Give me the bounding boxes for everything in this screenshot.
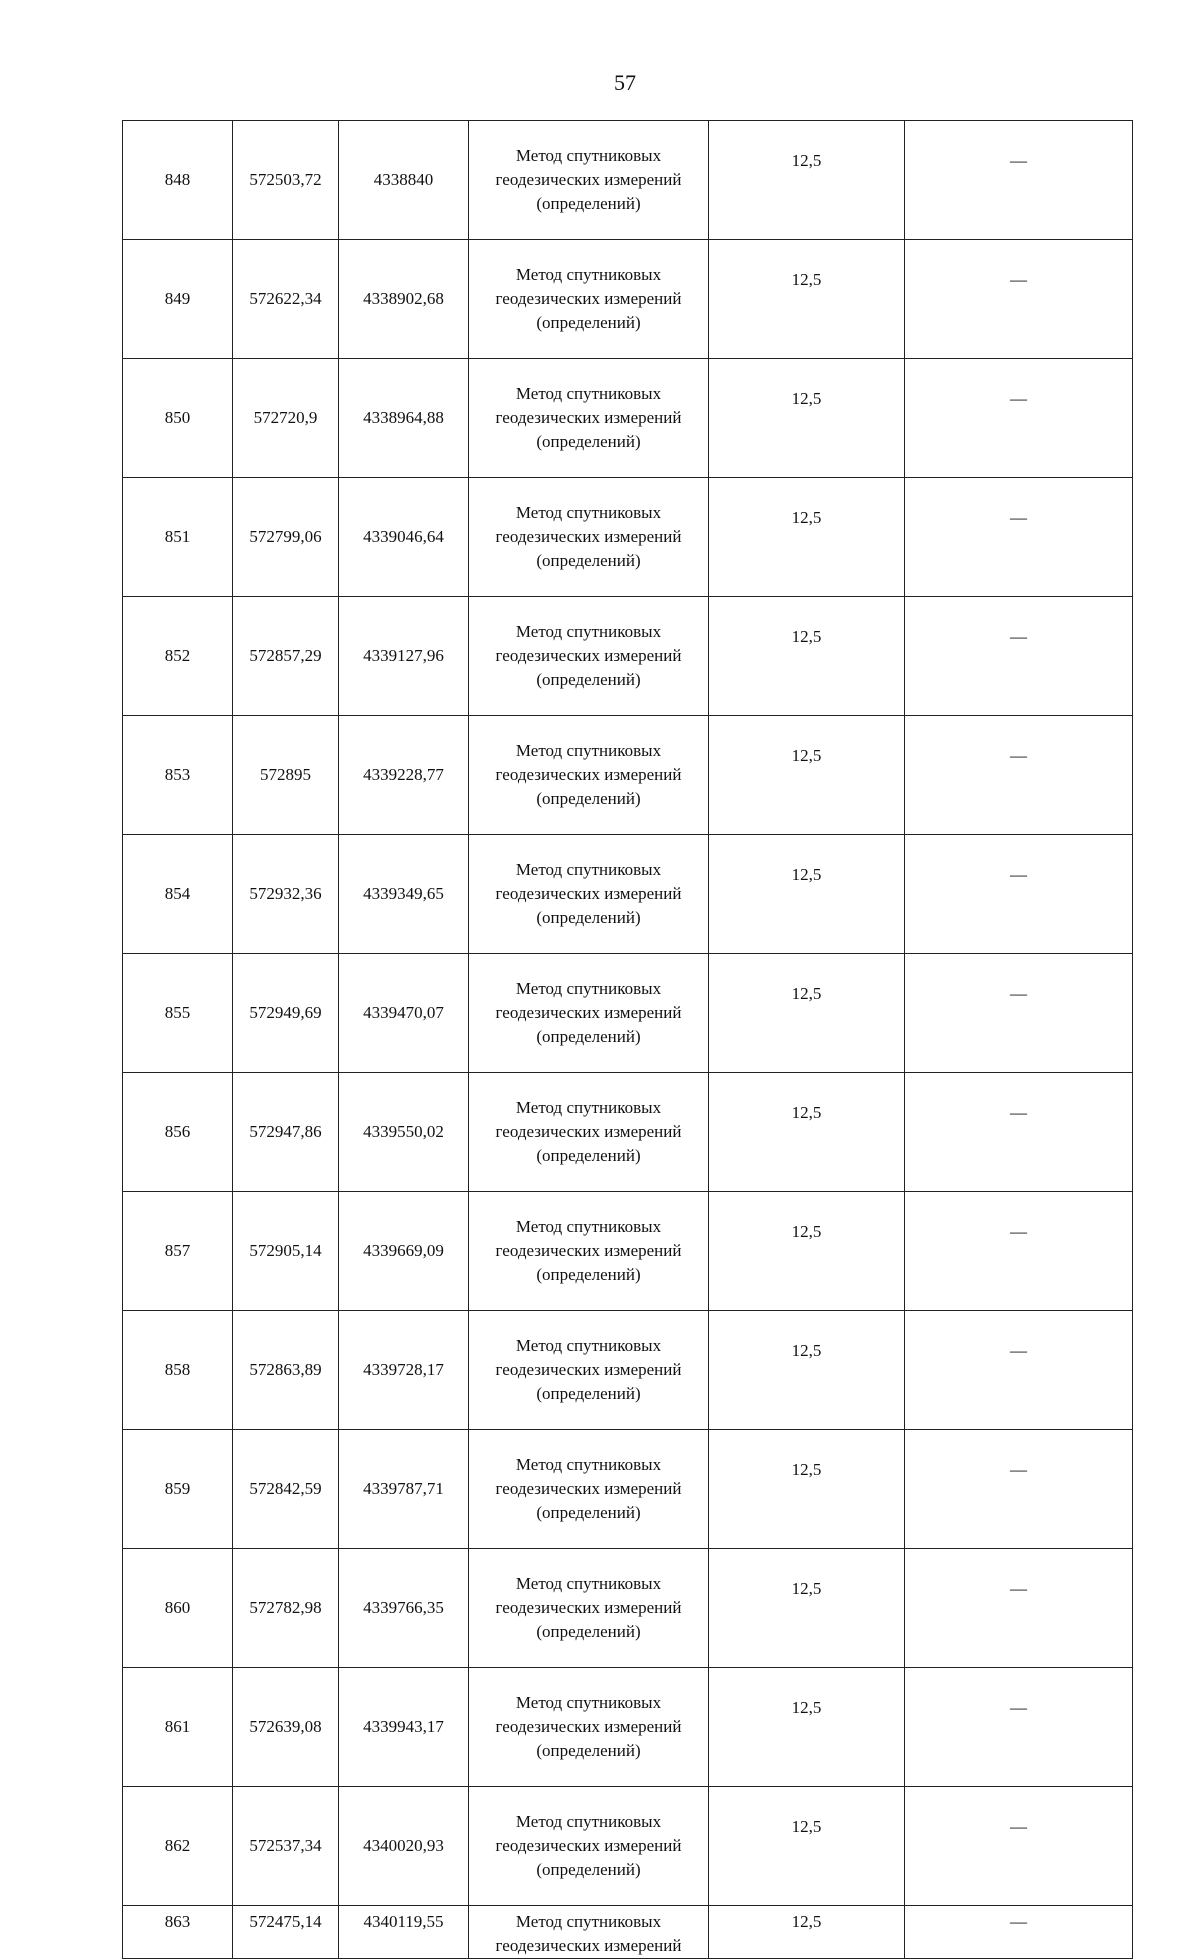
x-coordinate-cell: 572720,9	[233, 359, 339, 478]
method-line: (определений)	[536, 1503, 641, 1522]
method-line: Метод спутниковых	[515, 622, 662, 641]
method-line: (определений)	[536, 1384, 641, 1403]
x-coordinate-cell: 572863,89	[233, 1311, 339, 1430]
table-row	[123, 835, 1133, 954]
method-line: геодезических измерений	[495, 884, 682, 903]
accuracy-cell: 12,5	[709, 716, 905, 835]
table-row	[123, 1430, 1133, 1549]
x-coordinate-cell: 572949,69	[233, 954, 339, 1073]
note-cell: —	[905, 716, 1133, 835]
x-coordinate-cell: 572905,14	[233, 1192, 339, 1311]
x-coordinate-cell: 572475,14	[233, 1906, 339, 1959]
method-cell	[469, 1668, 709, 1787]
method-cell	[469, 954, 709, 1073]
note-cell: —	[905, 835, 1133, 954]
method-line: (определений)	[536, 1265, 641, 1284]
method-line: (определений)	[536, 1146, 641, 1165]
method-cell	[469, 1073, 709, 1192]
coordinates-table	[122, 120, 1133, 1959]
table-row	[123, 1668, 1133, 1787]
accuracy-cell: 12,5	[709, 597, 905, 716]
method-line: Метод спутниковых	[515, 860, 662, 879]
method-cell	[469, 359, 709, 478]
method-cell	[469, 597, 709, 716]
note-cell: —	[905, 597, 1133, 716]
method-line: геодезических измерений	[495, 1003, 682, 1022]
y-coordinate-cell: 4339349,65	[339, 835, 469, 954]
method-line: (определений)	[536, 670, 641, 689]
point-number-cell: 858	[123, 1311, 233, 1430]
method-line: (определений)	[536, 1860, 641, 1879]
accuracy-cell: 12,5	[709, 1430, 905, 1549]
method-cell	[469, 121, 709, 240]
method-line: Метод спутниковых	[515, 384, 662, 403]
y-coordinate-cell: 4339943,17	[339, 1668, 469, 1787]
x-coordinate-cell: 572932,36	[233, 835, 339, 954]
accuracy-cell: 12,5	[709, 954, 905, 1073]
point-number-cell: 859	[123, 1430, 233, 1549]
method-cell	[469, 478, 709, 597]
y-coordinate-cell: 4340020,93	[339, 1787, 469, 1906]
method-cell	[469, 1549, 709, 1668]
note-cell: —	[905, 1787, 1133, 1906]
method-line: (определений)	[536, 1741, 641, 1760]
note-cell: —	[905, 1430, 1133, 1549]
accuracy-cell: 12,5	[709, 1192, 905, 1311]
method-cell	[469, 1430, 709, 1549]
accuracy-cell: 12,5	[709, 478, 905, 597]
table-row	[123, 1906, 1133, 1959]
table-row	[123, 1311, 1133, 1430]
y-coordinate-cell: 4339766,35	[339, 1549, 469, 1668]
accuracy-cell: 12,5	[709, 1549, 905, 1668]
table-row	[123, 240, 1133, 359]
table-row	[123, 1192, 1133, 1311]
table-row	[123, 716, 1133, 835]
point-number-cell: 856	[123, 1073, 233, 1192]
accuracy-cell: 12,5	[709, 1311, 905, 1430]
method-line: Метод спутниковых	[515, 979, 662, 998]
method-line: Метод спутниковых	[515, 1455, 662, 1474]
y-coordinate-cell: 4339550,02	[339, 1073, 469, 1192]
method-line: Метод спутниковых	[515, 1336, 662, 1355]
method-line: геодезических измерений	[495, 1122, 682, 1141]
method-line: геодезических измерений	[495, 1717, 682, 1736]
point-number-cell: 860	[123, 1549, 233, 1668]
method-line: геодезических измерений	[495, 1360, 682, 1379]
x-coordinate-cell: 572799,06	[233, 478, 339, 597]
accuracy-cell: 12,5	[709, 1906, 905, 1959]
method-line: геодезических измерений	[495, 765, 682, 784]
method-line: (определений)	[536, 1027, 641, 1046]
method-line: (определений)	[536, 551, 641, 570]
method-line: геодезических измерений	[495, 1598, 682, 1617]
table-row	[123, 1073, 1133, 1192]
x-coordinate-cell: 572842,59	[233, 1430, 339, 1549]
method-line: Метод спутниковых	[515, 1912, 662, 1931]
note-cell: —	[905, 954, 1133, 1073]
x-coordinate-cell: 572503,72	[233, 121, 339, 240]
method-line: (определений)	[536, 432, 641, 451]
method-line: геодезических измерений	[495, 527, 682, 546]
note-cell: —	[905, 1311, 1133, 1430]
method-line: геодезических измерений	[495, 1836, 682, 1855]
method-line: (определений)	[536, 313, 641, 332]
x-coordinate-cell: 572895	[233, 716, 339, 835]
y-coordinate-cell: 4339127,96	[339, 597, 469, 716]
x-coordinate-cell: 572947,86	[233, 1073, 339, 1192]
method-line: геодезических измерений	[495, 1936, 682, 1955]
accuracy-cell: 12,5	[709, 121, 905, 240]
note-cell: —	[905, 359, 1133, 478]
method-line: геодезических измерений	[495, 170, 682, 189]
table-body	[123, 121, 1133, 1959]
table-row	[123, 597, 1133, 716]
table-row	[123, 954, 1133, 1073]
method-line: Метод спутниковых	[515, 265, 662, 284]
note-cell: —	[905, 121, 1133, 240]
y-coordinate-cell: 4338840	[339, 121, 469, 240]
point-number-cell: 855	[123, 954, 233, 1073]
y-coordinate-cell: 4340119,55	[339, 1906, 469, 1959]
accuracy-cell: 12,5	[709, 359, 905, 478]
method-line: Метод спутниковых	[515, 503, 662, 522]
accuracy-cell: 12,5	[709, 240, 905, 359]
y-coordinate-cell: 4339046,64	[339, 478, 469, 597]
point-number-cell: 854	[123, 835, 233, 954]
accuracy-cell: 12,5	[709, 1073, 905, 1192]
method-line: (определений)	[536, 194, 641, 213]
point-number-cell: 851	[123, 478, 233, 597]
note-cell: —	[905, 1073, 1133, 1192]
table-row	[123, 1549, 1133, 1668]
y-coordinate-cell: 4339228,77	[339, 716, 469, 835]
point-number-cell: 863	[123, 1906, 233, 1959]
y-coordinate-cell: 4339787,71	[339, 1430, 469, 1549]
y-coordinate-cell: 4338964,88	[339, 359, 469, 478]
method-line: геодезических измерений	[495, 1241, 682, 1260]
method-line: Метод спутниковых	[515, 1217, 662, 1236]
x-coordinate-cell: 572639,08	[233, 1668, 339, 1787]
point-number-cell: 848	[123, 121, 233, 240]
note-cell: —	[905, 1192, 1133, 1311]
method-line: (определений)	[536, 789, 641, 808]
y-coordinate-cell: 4339669,09	[339, 1192, 469, 1311]
note-cell: —	[905, 478, 1133, 597]
method-cell	[469, 835, 709, 954]
accuracy-cell: 12,5	[709, 1668, 905, 1787]
method-line: геодезических измерений	[495, 646, 682, 665]
accuracy-cell: 12,5	[709, 1787, 905, 1906]
x-coordinate-cell: 572537,34	[233, 1787, 339, 1906]
method-line: (определений)	[536, 908, 641, 927]
method-line: Метод спутниковых	[515, 1098, 662, 1117]
method-cell	[469, 1311, 709, 1430]
note-cell: —	[905, 240, 1133, 359]
point-number-cell: 861	[123, 1668, 233, 1787]
table-row	[123, 359, 1133, 478]
method-line: геодезических измерений	[495, 289, 682, 308]
y-coordinate-cell: 4339470,07	[339, 954, 469, 1073]
point-number-cell: 852	[123, 597, 233, 716]
page-number: 57	[614, 70, 636, 95]
method-line: Метод спутниковых	[515, 146, 662, 165]
point-number-cell: 849	[123, 240, 233, 359]
method-cell	[469, 1906, 709, 1959]
y-coordinate-cell: 4338902,68	[339, 240, 469, 359]
x-coordinate-cell: 572622,34	[233, 240, 339, 359]
method-cell	[469, 1787, 709, 1906]
point-number-cell: 857	[123, 1192, 233, 1311]
note-cell: —	[905, 1668, 1133, 1787]
method-line: (определений)	[536, 1622, 641, 1641]
method-line: геодезических измерений	[495, 1479, 682, 1498]
point-number-cell: 853	[123, 716, 233, 835]
method-line: Метод спутниковых	[515, 1693, 662, 1712]
method-line: геодезических измерений	[495, 408, 682, 427]
table-row	[123, 1787, 1133, 1906]
x-coordinate-cell: 572782,98	[233, 1549, 339, 1668]
note-cell: —	[905, 1906, 1133, 1959]
point-number-cell: 862	[123, 1787, 233, 1906]
table-row	[123, 121, 1133, 240]
method-line: Метод спутниковых	[515, 1574, 662, 1593]
method-line: Метод спутниковых	[515, 1812, 662, 1831]
y-coordinate-cell: 4339728,17	[339, 1311, 469, 1430]
accuracy-cell: 12,5	[709, 835, 905, 954]
method-cell	[469, 1192, 709, 1311]
method-line: Метод спутниковых	[515, 741, 662, 760]
x-coordinate-cell: 572857,29	[233, 597, 339, 716]
method-cell	[469, 716, 709, 835]
point-number-cell: 850	[123, 359, 233, 478]
method-cell	[469, 240, 709, 359]
note-cell: —	[905, 1549, 1133, 1668]
table-row	[123, 478, 1133, 597]
